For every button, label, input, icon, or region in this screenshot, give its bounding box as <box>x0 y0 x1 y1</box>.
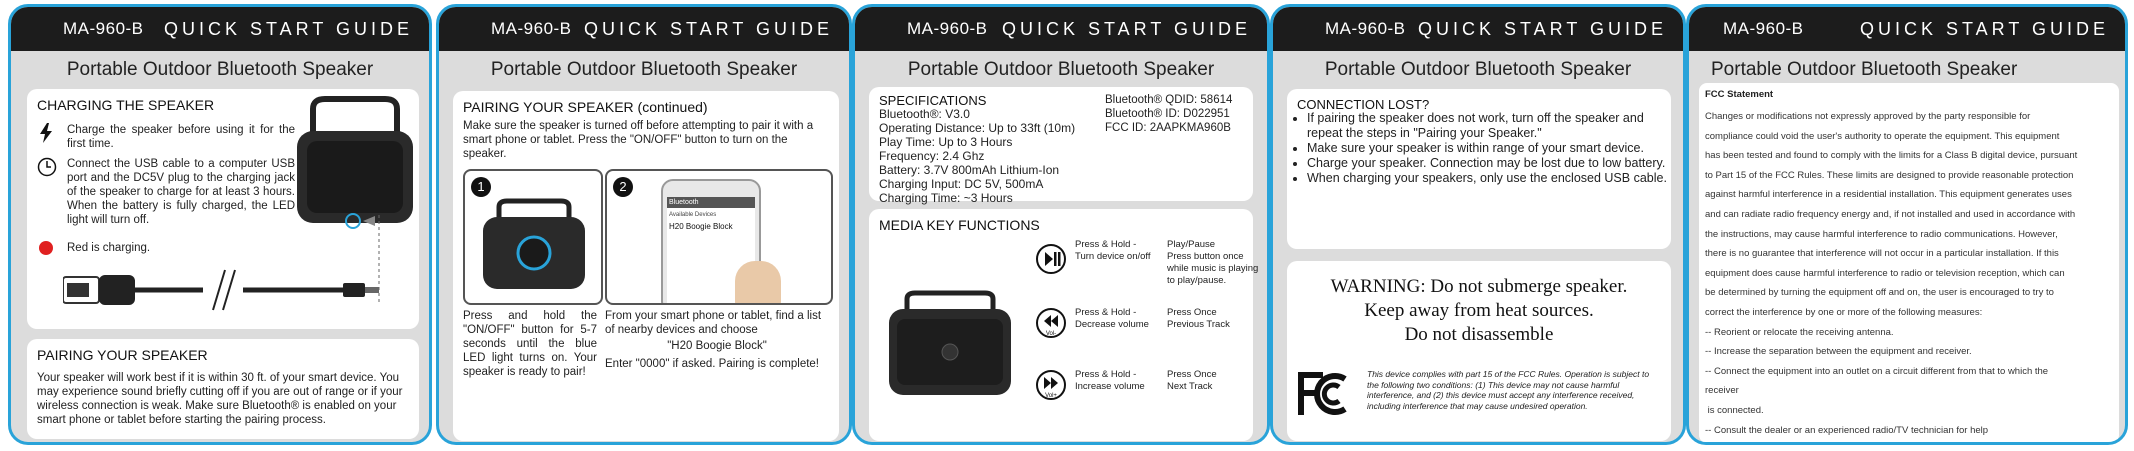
hold-label: Press & Hold - <box>1075 307 1137 318</box>
spec-item: Frequency: 2.4 Ghz <box>879 149 985 163</box>
press-text <box>1167 239 1267 287</box>
hold-action: Turn device on/off <box>1075 251 1151 262</box>
spec-id-item: Bluetooth® QDID: 58614 <box>1105 94 1233 106</box>
spec-id-item: Bluetooth® ID: D022951 <box>1105 108 1230 120</box>
pairing-heading: PAIRING YOUR SPEAKER <box>37 347 208 363</box>
press-action: Press button once while music is playing to play/pause. <box>1167 251 1259 286</box>
fcc-statement-line: to Part 15 of the FCC Rules. These limits are designed to provide reasonable protection <box>1705 169 2074 181</box>
guide-title: QUICK START GUIDE <box>1417 19 1667 39</box>
panel-header <box>855 7 1267 51</box>
fcc-statement-card <box>1699 83 2119 443</box>
product-title: Portable Outdoor Bluetooth Speaker <box>1324 59 1632 80</box>
fcc-statement-line: Changes or modifications not expressly approved by the party responsible for <box>1705 111 2031 122</box>
guide-title: QUICK START GUIDE <box>1859 19 2109 39</box>
media-row-previous <box>1035 307 1230 344</box>
warning-text <box>1287 275 1671 347</box>
fcc-statement-line: -- Consult the dealer or an experienced radio/TV technician for help <box>1705 424 1989 436</box>
vol-minus-label: Vol- <box>1045 331 1057 337</box>
product-title: Portable Outdoor Bluetooth Speaker <box>1711 59 2018 80</box>
media-row-next <box>1035 369 1217 406</box>
press-label: Press Once <box>1167 307 1217 318</box>
media-keys-heading: MEDIA KEY FUNCTIONS <box>879 217 1040 233</box>
connection-lost-heading: CONNECTION LOST? <box>1297 97 1430 112</box>
press-action: Next Track <box>1167 381 1213 392</box>
step-1-image <box>463 169 603 305</box>
fcc-statement-body <box>1705 107 2117 440</box>
step-number-2: 2 <box>613 177 633 197</box>
panel-troubleshooting <box>1270 4 1686 445</box>
model-number: MA-960-B <box>491 19 572 38</box>
speaker-illustration <box>885 287 1015 399</box>
connection-tip: • Charge your speaker. Connection may be lost due to low battery. <box>1307 156 1677 171</box>
model-number: MA-960-B <box>907 19 988 38</box>
product-title: Portable Outdoor Bluetooth Speaker <box>66 59 374 80</box>
vol-plus-label: Vol+ <box>1045 393 1057 399</box>
hold-action: Decrease volume <box>1075 319 1149 330</box>
connection-tips-list <box>1293 111 1677 186</box>
volume-down-button-icon[interactable] <box>1035 307 1067 339</box>
bluetooth-header: Bluetooth <box>667 197 755 208</box>
press-text <box>1167 307 1267 331</box>
connection-tip: • Make sure your speaker is within range of your smart device. <box>1307 141 1677 156</box>
step-number-1: 1 <box>471 177 491 197</box>
lightning-icon <box>39 123 53 143</box>
available-devices: Available Devices <box>669 212 717 218</box>
media-keys-card <box>869 209 1259 441</box>
charging-card <box>27 89 419 329</box>
fcc-statement-line: equipment does cause harmful interference to radio or television reception, which can <box>1705 267 2065 279</box>
panel-charging <box>8 4 432 445</box>
specifications-heading: SPECIFICATIONS <box>879 93 987 108</box>
panel-header <box>1273 7 1683 51</box>
step-2-image <box>605 169 833 305</box>
charging-step-2: Connect the USB cable to a computer USB port and the DC5V plug to the charging jack of the speaker to charge for at least 3 hours. When the battery is fully charged, the LED light will turn off. <box>67 158 295 226</box>
pairing-continued-heading: PAIRING YOUR SPEAKER (continued) <box>463 99 708 115</box>
specs-right-list <box>1105 93 1232 135</box>
charging-step-1: Charge the speaker before using it for the first time. <box>67 124 295 150</box>
specifications-card <box>869 87 1253 205</box>
model-number: MA-960-B <box>63 19 144 38</box>
spec-item: Charging Time: ~3 Hours <box>879 191 1013 205</box>
fcc-logo-icon <box>1297 369 1357 419</box>
fcc-statement-line: -- Connect the equipment into an outlet on a circuit different from that to which the <box>1705 365 2049 377</box>
guide-title: QUICK START GUIDE <box>583 19 833 39</box>
charging-step-3: Red is charging. <box>67 242 151 254</box>
fcc-statement-line: -- Increase the separation between the equipment and receiver. <box>1705 346 1972 358</box>
spec-item: Charging Input: DC 5V, 500mA <box>879 177 1044 191</box>
connection-tip: • When charging your speakers, only use the enclosed USB cable. <box>1307 171 1677 186</box>
pairing-card <box>27 339 419 439</box>
play-pause-button-icon[interactable] <box>1035 243 1067 275</box>
product-title: Portable Outdoor Bluetooth Speaker <box>490 59 798 80</box>
clock-icon <box>37 157 57 177</box>
guide-title: QUICK START GUIDE <box>163 19 413 39</box>
press-text <box>1167 369 1267 393</box>
model-number: MA-960-B <box>1723 19 1804 38</box>
hold-text <box>1075 369 1165 393</box>
pairing-intro: Make sure the speaker is turned off before attempting to pair it with a smart phone or tablet. Press the "ON/OFF" button to turn on the speaker. <box>463 120 814 160</box>
speaker-power-icon <box>479 197 589 293</box>
spec-item: Bluetooth®: V3.0 <box>879 107 970 121</box>
fcc-statement-heading: FCC Statement <box>1705 89 1774 100</box>
panel-specifications <box>852 4 1270 445</box>
volume-up-button-icon[interactable] <box>1035 369 1067 401</box>
panel-header <box>1689 7 2125 51</box>
fcc-statement-line: and can radiate radio frequency energy and, if not installed and used in accordance with <box>1705 208 2076 220</box>
pairing-step-2a: From your smart phone or tablet, find a list of nearby devices and choose <box>605 310 822 336</box>
guide-title: QUICK START GUIDE <box>1001 19 1251 39</box>
spec-id-item: FCC ID: 2AAPKMA960B <box>1105 122 1231 134</box>
connection-lost-card <box>1287 89 1671 249</box>
fcc-statement-line: correct the interference by one or more of the following measures: <box>1705 306 1983 318</box>
pairing-continued-card <box>453 91 839 441</box>
hold-label: Press & Hold - <box>1075 239 1137 250</box>
panel-pairing-continued <box>436 4 852 445</box>
model-number: MA-960-B <box>1325 19 1406 38</box>
pairing-step-2c: Enter "0000" if asked. Pairing is complete! <box>605 358 819 370</box>
press-label: Press Once <box>1167 369 1217 380</box>
fcc-statement-line: receiver <box>1705 385 1739 397</box>
pairing-step-1: Press and hold the "ON/OFF" button for 5-7 seconds until the blue LED light turns on. Your speaker is ready to pair! <box>463 310 597 378</box>
panel-header <box>11 7 429 51</box>
device-name[interactable]: H20 Boogie Block <box>669 222 733 231</box>
warning-line: WARNING: Do not submerge speaker. <box>1330 276 1628 297</box>
warning-line: Keep away from heat sources. <box>1364 300 1594 321</box>
warning-card <box>1287 261 1671 441</box>
hold-text <box>1075 239 1165 263</box>
fcc-statement-line: the instructions, may cause harmful interference to radio communications. However, <box>1705 228 2058 240</box>
press-label: Play/Pause <box>1167 239 1216 250</box>
fcc-statement-line: has been tested and found to comply with the limits for a Class B digital device, pursuant <box>1705 150 2078 162</box>
charging-heading: CHARGING THE SPEAKER <box>37 97 215 113</box>
spec-item: Play Time: Up to 3 Hours <box>879 135 1013 149</box>
specs-left-list <box>879 107 1075 205</box>
hold-text <box>1075 307 1165 331</box>
fcc-notice-text: This device complies with part 15 of the FCC Rules. Operation is subject to the following two conditions: (1) This device may not cause harmful interference, and (2) this device must accept any interference received, including interference that may cause undesired operation. <box>1367 369 1650 411</box>
media-row-play <box>1035 239 1259 286</box>
fcc-statement-line: be determined by turning the equipment off and on, the user is encouraged to try to <box>1705 287 2054 299</box>
pairing-text: Your speaker will work best if it is within 30 ft. of your smart device. You may experience sound briefly cutting off if you are out of range or if your wireless connection is weak. Make sure Bluetooth® is enabled on your smart phone or tablet before starting the pairing process. <box>37 372 403 426</box>
fcc-statement-line: compliance could void the user's authority to operate the equipment. This equipment <box>1705 130 2060 142</box>
hold-action: Increase volume <box>1075 381 1145 392</box>
pairing-step-2b: "H20 Boogie Block" <box>667 340 767 352</box>
panel-header <box>439 7 849 51</box>
spec-item: Operating Distance: Up to 33ft (10m) <box>879 121 1076 135</box>
fcc-statement-line: against harmful interference in a residential installation. This equipment generates uses <box>1705 189 2072 201</box>
fcc-statement-line: is connected. <box>1705 404 1764 416</box>
fcc-statement-line: -- Reorient or relocate the receiving antenna. <box>1705 326 1894 338</box>
red-led-icon <box>39 241 53 255</box>
connection-tip: • If pairing the speaker does not work, turn off the speaker and repeat the steps in "Pairing your Speaker." <box>1307 111 1677 141</box>
product-title: Portable Outdoor Bluetooth Speaker <box>907 59 1215 80</box>
warning-line: Do not disassemble <box>1404 324 1554 345</box>
press-action: Previous Track <box>1167 319 1230 330</box>
panel-fcc-statement <box>1686 4 2128 445</box>
fcc-statement-line: there is no guarantee that interference will not occur in a particular installation. If this <box>1705 248 2059 260</box>
spec-item: Battery: 3.7V 800mAh Lithium-Ion <box>879 163 1060 177</box>
finger-illustration <box>735 261 781 305</box>
usb-cable-illustration <box>63 265 383 315</box>
hold-label: Press & Hold - <box>1075 369 1137 380</box>
